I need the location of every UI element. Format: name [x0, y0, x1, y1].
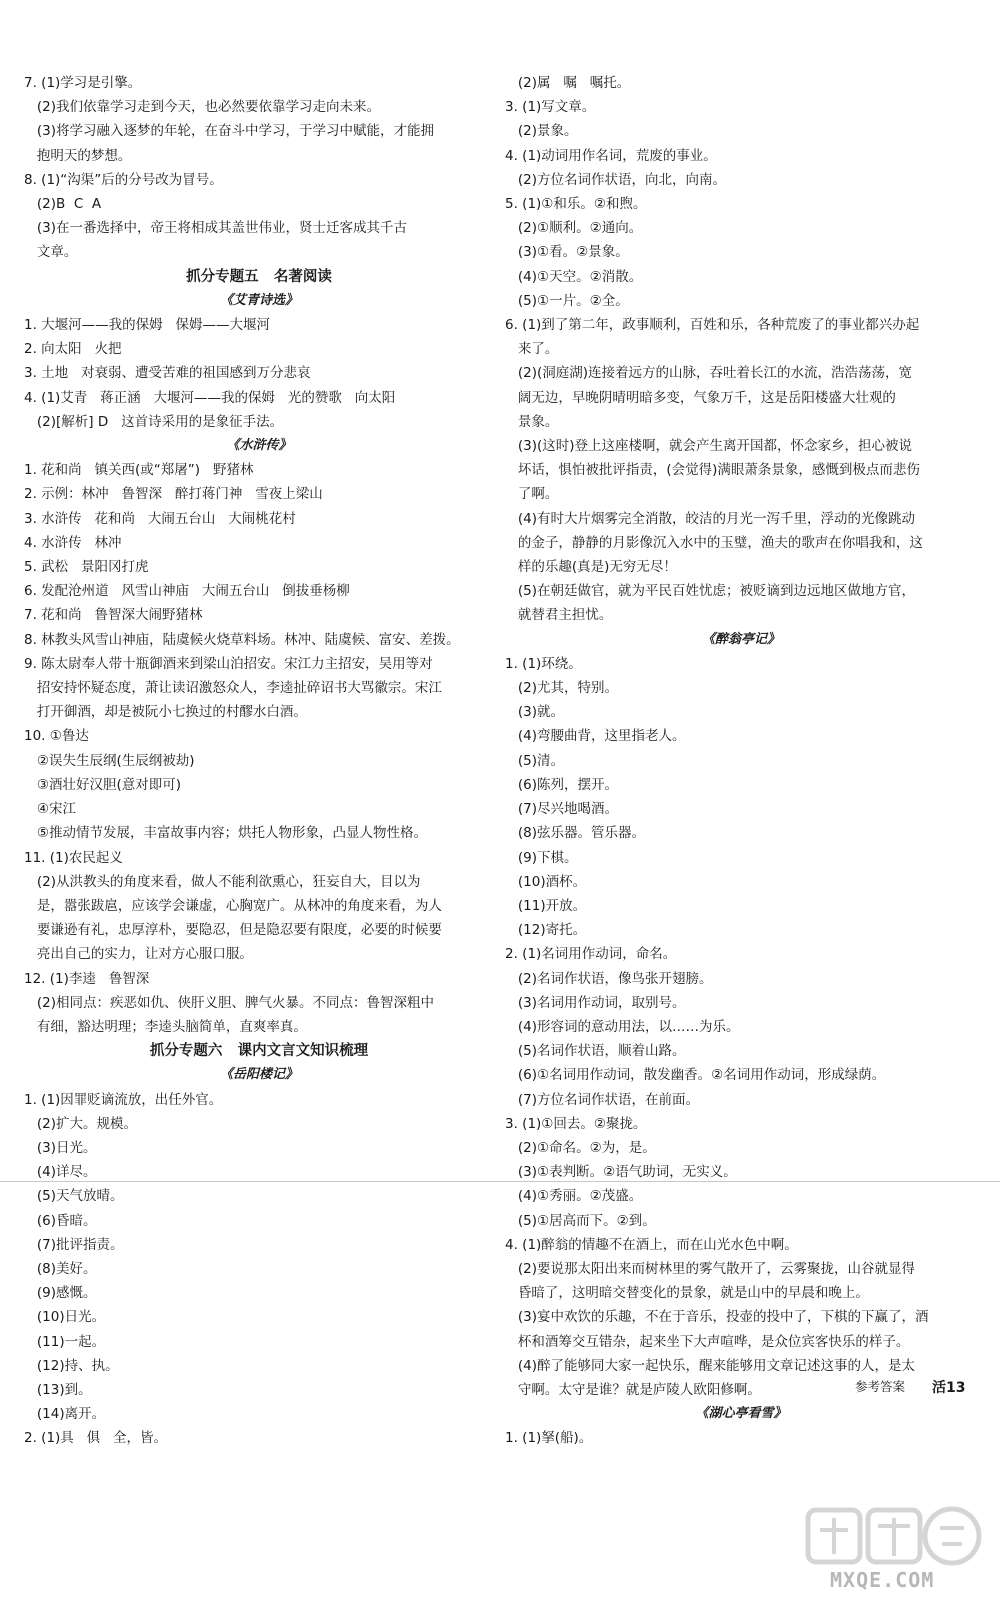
answer-line: (6)陈列，摆开。	[505, 776, 618, 793]
answer-line: (2)要说那太阳出来而树林里的雾气散开了，云雾聚拢，山谷就显得	[505, 1260, 915, 1277]
answer-line: 5. 武松 景阳冈打虎	[24, 559, 149, 576]
answer-line: 守啊。太守是谁？就是庐陵人欧阳修啊。	[505, 1381, 761, 1398]
answer-line: 12. (1)李逵 鲁智深	[24, 970, 150, 987]
answer-line: (3)(这时)登上这座楼啊，就会产生离开国都，怀念家乡，担心被说	[505, 438, 913, 455]
book-title: 《水浒传》	[226, 438, 292, 454]
answer-line: 亮出自己的实力，让对方心服口服。	[24, 946, 253, 963]
answer-line: 11. (1)农民起义	[24, 849, 123, 866]
book-title: 《艾青诗选》	[219, 292, 298, 308]
answer-line: 3. 土地 对衰弱、遭受苦难的祖国感到万分悲哀	[24, 365, 311, 382]
answer-line: (2)相同点：疾恶如仇、侠肝义胆、脾气火暴。不同点：鲁智深粗中	[24, 994, 434, 1011]
answer-line: (4)醉了能够同大家一起快乐，醒来能够用文章记述这事的人，是太	[505, 1357, 915, 1374]
answer-line: (2)(洞庭湖)连接着远方的山脉，吞吐着长江的水流，浩浩荡荡，宽	[505, 365, 913, 382]
answer-line: (6)昏暗。	[24, 1212, 97, 1229]
answer-line: 来了。	[505, 341, 559, 358]
answer-line: 3. (1)写文章。	[505, 99, 596, 116]
answer-line: (7)批评指责。	[24, 1236, 124, 1253]
answer-line: (3)将学习融入逐梦的年轮，在奋斗中学习，于学习中赋能，才能拥	[24, 123, 434, 140]
left-column	[24, 71, 494, 1451]
answer-line: (2)①命名。②为，是。	[505, 1139, 656, 1156]
answer-line: (2)名词作状语，像鸟张开翅膀。	[505, 970, 713, 987]
answer-line: 打开御酒，却是被阮小七换过的村醪水白酒。	[24, 704, 307, 721]
answer-line: (5)天气放晴。	[24, 1188, 124, 1205]
answer-line: 坏话，惧怕被批评指责，(会觉得)满眼萧条景象，感慨到极点而悲伤	[505, 462, 920, 479]
answer-line: 7. 花和尚 鲁智深大闹野猪林	[24, 607, 203, 624]
answer-line: 7. (1)学习是引擎。	[24, 75, 142, 91]
answer-line: (7)尽兴地喝酒。	[505, 801, 618, 818]
answer-line: 6. 发配沧州道 风雪山神庙 大闹五台山 倒拔垂杨柳	[24, 583, 350, 600]
answer-line: 了啊。	[505, 486, 559, 503]
answer-line: 招安持怀疑态度，萧让读诏激怒众人，李逵扯碎诏书大骂徽宗。宋江	[24, 680, 442, 697]
page-number: 活13	[932, 1380, 966, 1396]
book-title: 《湖心亭看雪》	[695, 1406, 787, 1422]
answer-line: 要谦逊有礼，忠厚淳朴，要隐忍，但是隐忍要有限度，必要的时候要	[24, 922, 442, 939]
answer-line: (2)属 嘱 嘱托。	[505, 75, 631, 91]
answer-line: 1. (1)拏(船)。	[505, 1430, 593, 1447]
answer-line: (5)清。	[505, 752, 564, 769]
answer-line: (5)名词作状语，顺着山路。	[505, 1043, 686, 1060]
answer-line: 4. (1)动词用作名词，荒废的事业。	[505, 147, 717, 164]
answer-line: 文章。	[24, 244, 78, 261]
answer-line: (4)①秀丽。②茂盛。	[505, 1188, 643, 1205]
answer-line: (3)①看。②景象。	[505, 244, 629, 261]
answer-line: (14)离开。	[24, 1406, 106, 1423]
answer-line: 1. 花和尚 镇关西(或“郑屠”) 野猪林	[24, 462, 254, 479]
answer-line: 3. (1)①回去。②聚拢。	[505, 1115, 647, 1132]
answer-line: 样的乐趣(真是)无穷无尽！	[505, 559, 677, 576]
answer-line: 8. (1)“沟渠”后的分号改为冒号。	[24, 171, 223, 188]
answer-line: 6. (1)到了第二年，政事顺利，百姓和乐，各种荒废了的事业都兴办起	[505, 317, 920, 334]
answer-line: 的金子，静静的月影像沉入水中的玉璧，渔夫的歌声在你唱我和，这	[505, 534, 923, 551]
answer-line: (2)[解析] D 这首诗采用的是象征手法。	[24, 413, 284, 430]
answer-line: ④宋江	[24, 801, 76, 818]
answer-line: 2. (1)具 俱 全，皆。	[24, 1430, 168, 1447]
answer-line: 3. 水浒传 花和尚 大闹五台山 大闹桃花村	[24, 510, 296, 527]
answer-line: 阔无边，早晚阴晴明暗多变，气象万千，这是岳阳楼盛大壮观的	[505, 389, 896, 406]
answer-line: (2)方位名词作状语，向北，向南。	[505, 171, 726, 188]
answer-line: (4)①天空。②消散。	[505, 268, 643, 285]
answer-line: 9. 陈太尉奉人带十瓶御酒来到梁山泊招安。宋江力主招安，吴用等对	[24, 655, 433, 672]
book-title: 《醉翁亭记》	[701, 631, 780, 647]
answer-line: 有细，豁达明理；李逵头脑简单，直爽率真。	[24, 1018, 307, 1035]
answer-line: (11)开放。	[505, 897, 587, 914]
answer-line: (5)①居高而下。②到。	[505, 1212, 656, 1229]
section-heading: 抓分专题五 名著阅读	[186, 268, 332, 285]
answer-line: (8)弦乐器。管乐器。	[505, 825, 645, 842]
answer-line: 10. ①鲁达	[24, 728, 89, 745]
answer-line: 就替君主担忧。	[505, 607, 613, 624]
answer-line: 5. (1)①和乐。②和煦。	[505, 196, 647, 213]
answer-line: 杯和酒筹交互错杂，起来坐下大声喧哗，是众位宾客快乐的样子。	[505, 1333, 910, 1350]
answer-line: (5)①一片。②全。	[505, 292, 629, 309]
answer-line: (8)美好。	[24, 1260, 97, 1277]
answer-line: 4. (1)醉翁的情趣不在酒上，而在山光水色中啊。	[505, 1236, 798, 1253]
answer-line: (2)景象。	[505, 123, 578, 140]
answer-line: (12)持、执。	[24, 1357, 119, 1374]
answer-line: (4)详尽。	[24, 1164, 97, 1181]
answer-line: (9)下棋。	[505, 849, 578, 866]
answer-line: (12)寄托。	[505, 922, 587, 939]
footer-label: 参考答案	[855, 1379, 906, 1394]
answer-line: (2)①顺利。②通向。	[505, 220, 643, 237]
answer-line: (7)方位名词作状语，在前面。	[505, 1091, 699, 1108]
book-title: 《岳阳楼记》	[219, 1067, 298, 1083]
section-heading: 抓分专题六 课内文言文知识梳理	[149, 1043, 369, 1060]
answer-line: ⑤推动情节发展，丰富故事内容；烘托人物形象，凸显人物性格。	[24, 825, 427, 842]
answer-line: 2. (1)名词用作动词，命名。	[505, 946, 677, 963]
answer-line: (11)一起。	[24, 1333, 106, 1350]
answer-line: (3)宴中欢饮的乐趣，不在于音乐，投壶的投中了，下棋的下赢了，酒	[505, 1309, 929, 1326]
answer-line: (2)我们依靠学习走到今天，也必然要依靠学习走向未来。	[24, 99, 380, 116]
answer-line: ②误失生辰纲(生辰纲被劫)	[24, 752, 195, 769]
answer-line: (10)日光。	[24, 1309, 106, 1326]
answer-line: (3)在一番选择中，帝王将相成其盖世伟业，贤士迁客成其千古	[24, 220, 407, 237]
watermark-text: MXQE.COM	[830, 1568, 935, 1592]
answer-line: (9)感慨。	[24, 1285, 97, 1302]
answer-line: (4)有时大片烟雾完全消散，皎洁的月光一泻千里，浮动的光像跳动	[505, 510, 915, 527]
answer-line: (3)日光。	[24, 1139, 97, 1156]
right-column	[505, 71, 977, 1451]
answer-line: 是，嚣张跋扈，应该学会谦虚，心胸宽广。从林冲的角度来看，为人	[24, 897, 442, 914]
answer-line: (2)B C A	[24, 196, 102, 213]
answer-line: 昏暗了，这明暗交替变化的景象，就是山中的早晨和晚上。	[505, 1285, 869, 1302]
answer-line: (2)尤其，特别。	[505, 680, 618, 697]
answer-line: 4. 水浒传 林冲	[24, 534, 122, 551]
answer-line: (13)到。	[24, 1381, 92, 1398]
answer-line: 景象。	[505, 413, 559, 430]
answer-line: 2. 示例：林冲 鲁智深 醉打蒋门神 雪夜上梁山	[24, 486, 323, 503]
answer-line: (3)就。	[505, 704, 564, 721]
answer-line: 抱明天的梦想。	[24, 147, 132, 164]
answer-line: (6)①名词用作动词，散发幽香。②名词用作动词，形成绿荫。	[505, 1067, 886, 1084]
answer-line: ③酒壮好汉胆(意对即可)	[24, 776, 182, 793]
answer-line: (3)名词用作动词，取别号。	[505, 994, 686, 1011]
answer-line: 2. 向太阳 火把	[24, 341, 122, 358]
answer-line: (10)酒杯。	[505, 873, 587, 890]
answer-line: 1. (1)环绕。	[505, 655, 582, 672]
answer-line: (3)①表判断。②语气助词，无实义。	[505, 1164, 737, 1181]
answer-line: (4)形容词的意动用法，以……为乐。	[505, 1018, 740, 1035]
answer-line: 8. 林教头风雪山神庙，陆虞候火烧草料场。林冲、陆虞候、富安、差拨。	[24, 631, 460, 648]
answer-line: 1. 大堰河——我的保姆 保姆——大堰河	[24, 317, 271, 334]
answer-line: (2)扩大。规模。	[24, 1115, 137, 1132]
answer-line: (5)在朝廷做官，就为平民百姓忧虑；被贬谪到边远地区做地方官，	[505, 583, 915, 600]
page-fold-line	[0, 1181, 1000, 1182]
answer-line: (4)弯腰曲背，这里指老人。	[505, 728, 686, 745]
answer-line: 4. (1)艾青 蒋正涵 大堰河——我的保姆 光的赞歌 向太阳	[24, 389, 396, 406]
answer-line: (2)从洪教头的角度来看，做人不能利欲熏心，狂妄自大，目以为	[24, 873, 421, 890]
answer-line: 1. (1)因罪贬谪流放，出任外官。	[24, 1091, 223, 1108]
